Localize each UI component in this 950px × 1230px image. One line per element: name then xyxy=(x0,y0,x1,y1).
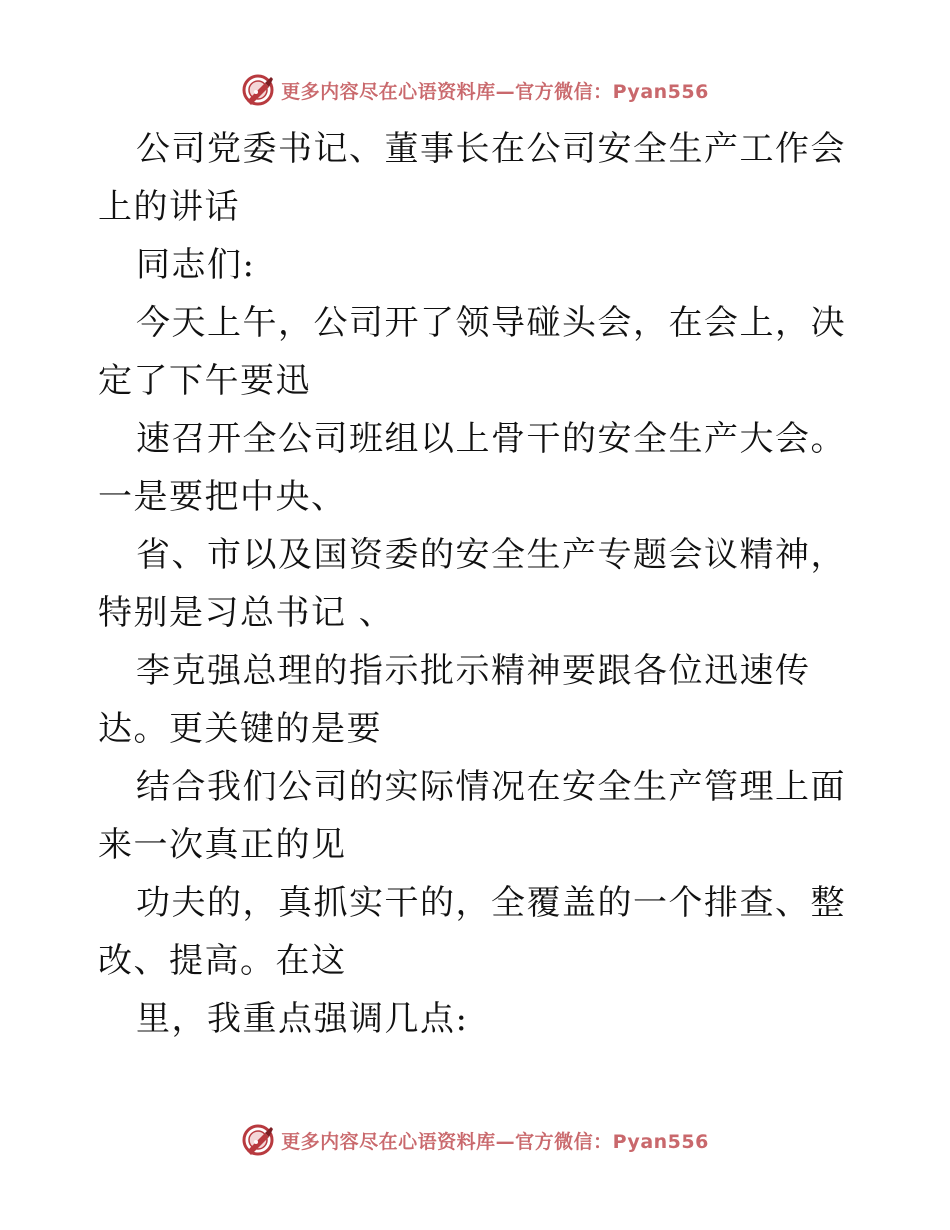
paragraph-line: 功夫的，真抓实干的，全覆盖的一个排查、整改、提高。在这 xyxy=(98,883,846,981)
document-title: 公司党委书记、董事长在公司安全生产工作会上的讲话 xyxy=(98,129,846,227)
footer-banner xyxy=(0,1120,950,1160)
header-banner-content xyxy=(241,73,709,107)
footer-banner-text: 更多内容尽在心语资料库—官方微信：Pyan556 xyxy=(281,1130,709,1153)
paragraph-line: 结合我们公司的实际情况在安全生产管理上面来一次真正的见 xyxy=(98,767,846,865)
paragraph-line: 今天上午，公司开了领导碰头会，在会上，决定了下午要迅 xyxy=(98,303,846,401)
pen-nib-logo-icon xyxy=(241,1123,275,1157)
paragraph-line: 省、市以及国资委的安全生产专题会议精神，特别是习总书记 、 xyxy=(98,535,846,633)
paragraph-line: 里，我重点强调几点: xyxy=(136,999,469,1039)
pen-nib-logo-icon xyxy=(241,73,275,107)
footer-banner-content xyxy=(241,1123,709,1157)
paragraph-line: 速召开全公司班组以上骨干的安全生产大会。一是要把中央、 xyxy=(98,419,846,517)
header-banner xyxy=(0,70,950,110)
document-body xyxy=(98,120,858,1048)
salutation: 同志们: xyxy=(136,245,256,285)
header-banner-text: 更多内容尽在心语资料库—官方微信：Pyan556 xyxy=(281,80,709,103)
paragraph-line: 李克强总理的指示批示精神要跟各位迅速传达。更关键的是要 xyxy=(98,651,811,749)
